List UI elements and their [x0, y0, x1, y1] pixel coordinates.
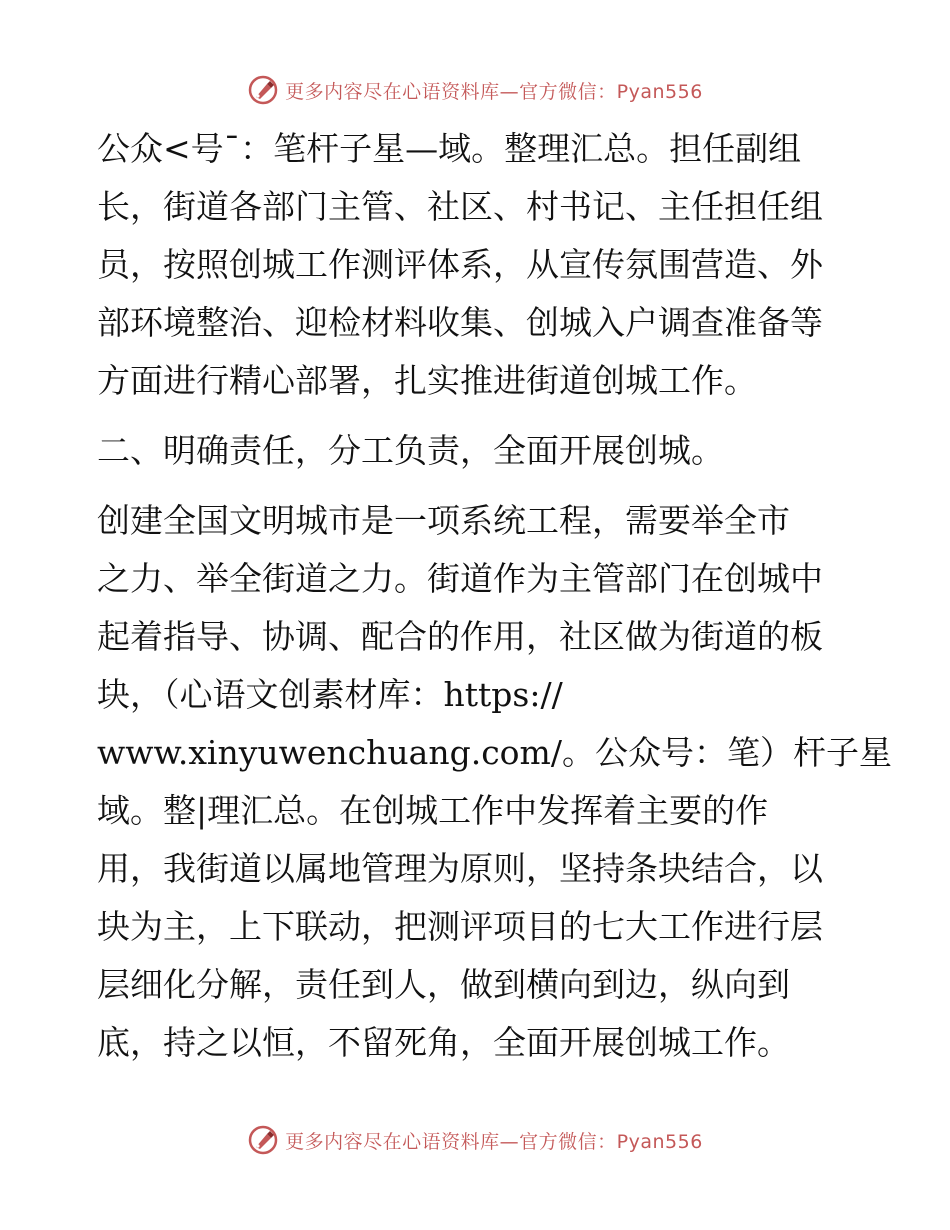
heading-text: 二、明确责任，分工负责，全面开展创城。 [97, 431, 724, 470]
text-line: 底，持之以恒，不留死角，全面开展创城工作。 [97, 1023, 790, 1062]
paragraph [97, 120, 857, 410]
text-line: 长，街道各部门主管、社区、村书记、主任担任组 [97, 187, 823, 226]
text-line: 起着指导、协调、配合的作用，社区做为街道的板 [97, 617, 823, 656]
document-body [97, 120, 892, 1072]
text-line: 用，我街道以属地管理为原则，坚持条块结合，以 [97, 849, 823, 888]
text-line: 层细化分解，责任到人，做到横向到边，纵向到 [97, 965, 790, 1004]
text-line: 公众<号¯：笔杆子星—域。整理汇总。担任副组 [97, 129, 802, 168]
text-line: www.xinyuwenchuang.com/。公众号：笔）杆子星 [97, 733, 892, 772]
text-line: 部环境整治、迎检材料收集、创城入户调查准备等 [97, 303, 823, 342]
paragraph [97, 492, 892, 1072]
header-banner [0, 70, 950, 110]
pen-nib-seal-icon [247, 74, 279, 106]
text-line: 员，按照创城工作测评体系，从宣传氛围营造、外 [97, 245, 823, 284]
section-heading [97, 422, 857, 480]
text-line: 之力、举全街道之力。街道作为主管部门在创城中 [97, 559, 823, 598]
banner-text: 更多内容尽在心语资料库—官方微信：Pyan556 [285, 80, 703, 103]
text-line: 方面进行精心部署，扎实推进街道创城工作。 [97, 361, 757, 400]
footer-banner [0, 1120, 950, 1160]
text-line: 域。整|理汇总。在创城工作中发挥着主要的作 [97, 791, 769, 830]
text-line: 创建全国文明城市是一项系统工程，需要举全市 [97, 501, 790, 540]
text-line: 块，（心语文创素材库：https:// [97, 675, 563, 714]
pen-nib-seal-icon [247, 1124, 279, 1156]
text-line: 块为主，上下联动，把测评项目的七大工作进行层 [97, 907, 823, 946]
banner-text: 更多内容尽在心语资料库—官方微信：Pyan556 [285, 1130, 703, 1153]
